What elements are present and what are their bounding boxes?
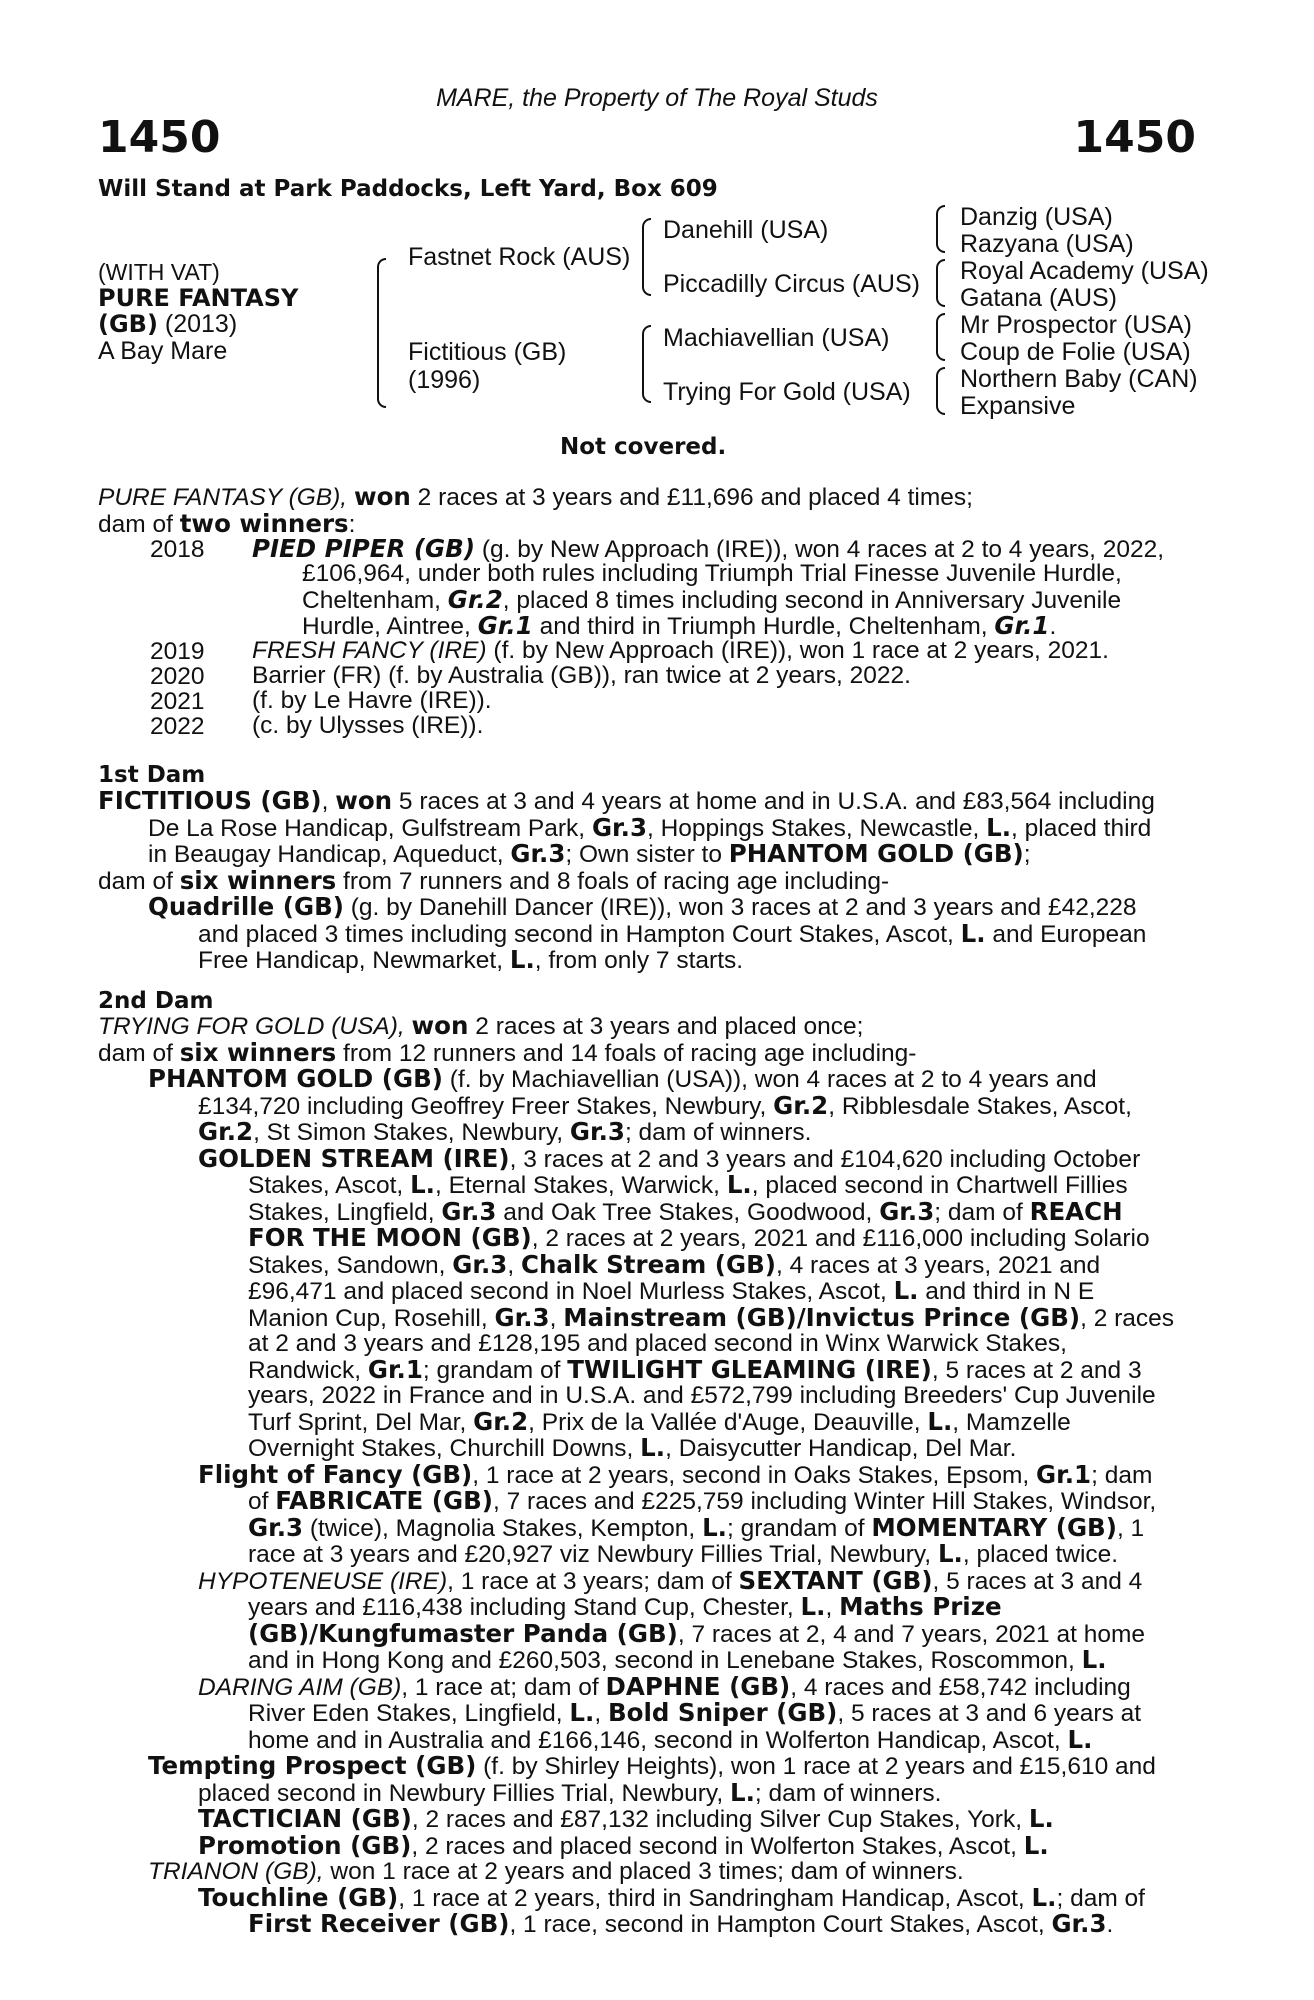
text-fragment: , Hoppings Stakes, Newcastle,: [647, 814, 980, 842]
text-line: [98, 1066, 1198, 1093]
lot-number-right: 1450: [1073, 112, 1196, 163]
pedigree-sire-sire: Danehill (USA): [663, 216, 829, 244]
text-fragment: , 7 races at 2, 4 and 7 years, 2021 at home: [677, 1620, 1145, 1648]
text-fragment: Hurdle, Aintree,: [302, 613, 471, 640]
text-fragment: (f. by Shirley Heights), won 1 race at 2 years and £15,610 and: [483, 1753, 1156, 1780]
text-line: [98, 812, 1198, 842]
text-fragment: L.: [986, 812, 1012, 842]
text-fragment: Turf Sprint, Del Mar,: [248, 1408, 467, 1436]
text-line: [98, 1249, 1198, 1279]
text-line: [98, 1882, 1198, 1912]
text-fragment: six winners: [179, 1037, 337, 1067]
text-fragment: ,: [594, 1700, 602, 1727]
text-line: [98, 1565, 1198, 1595]
pedigree-brace: [642, 218, 651, 296]
text-fragment: FOR THE MOON (GB): [248, 1223, 532, 1252]
text-line: [98, 1594, 1198, 1621]
pedigree-brace: [936, 367, 945, 415]
produce-item-2019: FRESH FANCY (IRE) (f. by New Approach (IRE)), won 1 race at 2 years, 2021.: [252, 637, 1109, 664]
text-fragment: L.: [410, 1170, 435, 1199]
text-line: [98, 484, 1198, 511]
text-line: [98, 1196, 1198, 1226]
text-fragment: , 7 races and £225,759 including Winter Hill Stakes, Windsor,: [493, 1488, 1157, 1515]
text-fragment: , placed third: [1011, 814, 1152, 842]
text-fragment: dam of: [98, 510, 173, 538]
text-line: [98, 1354, 1198, 1384]
text-fragment: , Mamzelle: [952, 1408, 1071, 1436]
pedigree-dam: Fictitious (GB): [408, 338, 567, 366]
text-fragment: Randwick,: [248, 1356, 362, 1384]
text-line: [98, 1459, 1198, 1489]
text-fragment: MOMENTARY (GB): [871, 1512, 1117, 1542]
text-line: [98, 1830, 1198, 1860]
pedigree-brace: [377, 258, 386, 408]
text-line: FICTITIOUS (GB), won 5 races at 3 and 4 years at home and in U.S.A. and £83,564 including: [98, 786, 1155, 815]
text-fragment: placed second in Newbury Fillies Trial, Newbury,: [198, 1779, 724, 1807]
text-fragment: , 4 races at 3 years, 2021 and: [776, 1251, 1101, 1279]
text-fragment: L.: [726, 1170, 752, 1199]
text-fragment: , St Simon Stakes, Newbury,: [253, 1119, 564, 1146]
text-line: [252, 536, 1192, 563]
text-fragment: L.: [1067, 1724, 1093, 1754]
pedigree-g7: Northern Baby (CAN): [960, 365, 1198, 393]
text-fragment: in Beaugay Handicap, Aqueduct,: [148, 841, 504, 868]
text-fragment: ,: [549, 1304, 557, 1332]
text-fragment: TRIANON (GB),: [148, 1858, 324, 1885]
text-line: [98, 1143, 1198, 1173]
text-fragment: won: [411, 1011, 469, 1040]
text-fragment: , 4 races and £58,742 including: [790, 1673, 1131, 1701]
text-fragment: £96,471 and placed second in Noel Murless Stakes, Ascot,: [248, 1278, 887, 1305]
text-fragment: First Receiver (GB): [248, 1909, 510, 1938]
text-fragment: Gr.3: [591, 812, 647, 842]
text-fragment: , 2 races: [1080, 1304, 1175, 1332]
first-dam-heading: 1st Dam: [98, 762, 206, 788]
horse-origin: (GB): [98, 310, 158, 338]
text-fragment: , 2 races and £87,132 including Silver Cup Stakes, York,: [411, 1806, 1023, 1833]
text-line: [98, 1541, 1198, 1568]
text-line: [98, 1647, 1198, 1674]
text-line: [98, 1753, 1198, 1780]
text-fragment: Gr.2: [773, 1090, 829, 1120]
pedigree-g3: Royal Academy (USA): [960, 257, 1209, 285]
text-fragment: Stakes, Lingfield,: [248, 1198, 435, 1226]
text-fragment: De La Rose Handicap, Gulfstream Park,: [148, 814, 586, 842]
pedigree-dam-dam: Trying For Gold (USA): [663, 378, 911, 406]
text-fragment: Quadrille (GB): [148, 892, 344, 921]
text-line: [98, 1172, 1198, 1199]
text-line: [98, 1618, 1198, 1648]
second-dam-text: [98, 1013, 1198, 1938]
text-fragment: ,: [825, 1594, 833, 1621]
text-fragment: won: [353, 482, 411, 511]
text-fragment: ;: [1023, 841, 1031, 868]
text-fragment: , 1 race at 3 years; dam of: [447, 1567, 732, 1595]
covered-status: Not covered.: [560, 434, 727, 460]
text-line: [302, 613, 1192, 640]
text-line: [98, 1911, 1198, 1938]
text-fragment: 5 races at 3 and 4 years at home and in U.S.A. and £83,564 including: [398, 788, 1155, 815]
text-fragment: Gr.3: [879, 1196, 935, 1226]
pedigree-sire-dam: Piccadilly Circus (AUS): [663, 270, 920, 298]
text-fragment: River Eden Stakes, Lingfield,: [248, 1700, 563, 1727]
text-fragment: PHANTOM GOLD (GB): [148, 1064, 443, 1093]
text-fragment: and Oak Tree Stakes, Goodwood,: [503, 1198, 873, 1226]
text-fragment: , Daisycutter Handicap, Del Mar.: [665, 1435, 1017, 1462]
text-line: [98, 1671, 1198, 1701]
produce-intro: [98, 484, 1198, 537]
text-fragment: Gr.1: [367, 1354, 423, 1384]
first-dam-text: [98, 788, 1198, 974]
text-fragment: , 1 race, second in Hampton Court Stakes, Ascot,: [509, 1911, 1045, 1938]
text-fragment: Stakes, Ascot,: [248, 1172, 404, 1199]
horse-name: PURE FANTASY: [98, 284, 299, 312]
text-fragment: dam of: [98, 1039, 173, 1067]
text-fragment: GOLDEN STREAM (IRE): [198, 1143, 510, 1173]
text-fragment: ; grandam of: [422, 1356, 561, 1384]
text-line: [98, 1331, 1198, 1357]
text-fragment: L.: [729, 1777, 755, 1807]
horse-origin-year: [98, 310, 237, 338]
text-fragment: L.: [960, 918, 986, 948]
text-fragment: DAPHNE (GB): [605, 1671, 791, 1701]
text-fragment: won 1 race at 2 years and placed 3 times; dam of winners.: [330, 1858, 964, 1885]
text-fragment: L.: [702, 1512, 727, 1542]
text-fragment: Gr.3: [1051, 1909, 1107, 1938]
text-fragment: (GB)/Kungfumaster Panda (GB): [248, 1618, 678, 1648]
text-line: [98, 1302, 1198, 1332]
text-fragment: ,: [507, 1251, 515, 1279]
text-fragment: Overnight Stakes, Churchill Downs,: [248, 1435, 634, 1462]
text-fragment: L.: [569, 1698, 595, 1727]
text-fragment: , 3 races at 2 and 3 years and £104,620 including October: [509, 1145, 1141, 1173]
text-fragment: Free Handicap, Newmarket,: [198, 947, 504, 974]
produce-year: 2018: [150, 536, 205, 563]
text-fragment: Gr.3: [452, 1249, 508, 1279]
text-line: [98, 1859, 1198, 1885]
text-line: [98, 1488, 1198, 1515]
text-fragment: L.: [1028, 1804, 1054, 1833]
text-fragment: ; dam: [1091, 1461, 1153, 1489]
text-line: [98, 1383, 1198, 1409]
text-fragment: , Eternal Stakes, Warwick,: [434, 1172, 720, 1199]
text-fragment: TRYING FOR GOLD (USA),: [98, 1013, 405, 1040]
text-fragment: Gr.3: [569, 1117, 625, 1146]
text-fragment: ; dam of: [1056, 1884, 1145, 1912]
text-line: [98, 1278, 1198, 1305]
text-fragment: Gr.3: [441, 1196, 497, 1226]
pedigree-g2: Razyana (USA): [960, 230, 1134, 258]
text-fragment: L.: [927, 1406, 953, 1436]
produce-year: 2019: [150, 638, 205, 665]
text-fragment: L.: [1031, 1882, 1057, 1912]
text-fragment: (g. by Danehill Dancer (IRE)), won 3 races at 2 and 3 years and £42,228: [350, 894, 1137, 921]
text-fragment: (f. by Machiavellian (USA)), won 4 races at 2 to 4 years and: [449, 1066, 1097, 1093]
text-fragment: L.: [800, 1592, 826, 1621]
text-fragment: Stakes, Sandown,: [248, 1251, 446, 1279]
text-fragment: Touchline (GB): [198, 1882, 399, 1912]
pedigree-brace: [642, 325, 651, 403]
text-fragment: Mainstream (GB)/Invictus Prince (GB): [563, 1302, 1081, 1332]
text-fragment: ; dam of winners.: [754, 1779, 942, 1807]
text-fragment: Maths Prize: [839, 1592, 1002, 1621]
text-fragment: , 2 races and placed second in Wolferton Stakes, Ascot,: [411, 1832, 1017, 1860]
horse-year: (2013): [164, 310, 238, 338]
produce-item-2018-cont: [302, 561, 1192, 640]
text-fragment: TWILIGHT GLEAMING (IRE): [567, 1354, 932, 1384]
text-line: [98, 1700, 1198, 1727]
text-line: [98, 1037, 1198, 1067]
text-fragment: PURE FANTASY (GB),: [98, 484, 348, 511]
text-fragment: , Prix de la Vallée d'Auge, Deauville,: [528, 1408, 921, 1436]
text-fragment: ; dam of winners.: [624, 1119, 812, 1146]
text-fragment: L.: [937, 1539, 963, 1568]
text-fragment: L.: [640, 1433, 666, 1462]
text-fragment: , Ribblesdale Stakes, Ascot,: [828, 1092, 1132, 1120]
text-line: [98, 865, 1198, 895]
text-fragment: L.: [1023, 1830, 1049, 1860]
text-fragment: FABRICATE (GB): [275, 1486, 493, 1515]
text-fragment: Flight of Fancy (GB): [198, 1459, 473, 1489]
text-fragment: , 1 race at 2 years, second in Oaks Stakes, Epsom,: [472, 1461, 1030, 1489]
text-fragment: L.: [509, 945, 535, 974]
text-fragment: SEXTANT (GB): [738, 1565, 933, 1595]
text-fragment: (g. by New Approach (IRE)), won 4 races at 2 to 4 years, 2022,: [481, 536, 1165, 563]
produce-item-2018: [252, 536, 1192, 563]
text-fragment: Gr.3: [248, 1512, 304, 1542]
text-fragment: Gr.1: [1036, 1459, 1092, 1489]
text-fragment: :: [348, 510, 356, 538]
text-line: £106,964, under both rules including Triumph Trial Finesse Juvenile Hurdle,: [302, 560, 1122, 587]
page-title: MARE, the Property of The Royal Studs: [436, 84, 878, 112]
text-line: [98, 1225, 1198, 1252]
text-fragment: and third in N E: [925, 1278, 1095, 1305]
second-dam-heading: 2nd Dam: [98, 988, 214, 1014]
text-fragment: Gr.1: [994, 611, 1050, 640]
produce-item-2022: (c. by Ulysses (IRE)).: [252, 712, 484, 739]
text-line: [98, 1435, 1198, 1462]
text-fragment: ; Own sister to: [565, 841, 722, 868]
produce-year: 2020: [150, 663, 205, 690]
pedigree-dam-sire: Machiavellian (USA): [663, 324, 890, 352]
text-fragment: HYPOTENEUSE (IRE): [198, 1567, 448, 1595]
text-line: [302, 584, 1192, 614]
text-fragment: , placed second in Chartwell Fillies: [751, 1172, 1128, 1199]
pedigree-g1: Danzig (USA): [960, 203, 1113, 231]
text-fragment: £134,720 including Geoffrey Freer Stakes, Newbury,: [198, 1092, 767, 1120]
stand-location: Will Stand at Park Paddocks, Left Yard, Box 609: [98, 176, 718, 202]
pedigree-g8: Expansive: [960, 392, 1076, 420]
text-fragment: at 2 and 3 years and £128,195 and placed second in Winx Warwick Stakes,: [248, 1330, 1067, 1357]
text-line: [98, 918, 1198, 948]
text-line: [98, 1119, 1198, 1146]
text-fragment: Gr.2: [198, 1117, 254, 1146]
text-fragment: Gr.3: [510, 839, 566, 868]
text-fragment: DARING AIM (GB): [198, 1673, 402, 1701]
text-line: [98, 894, 1198, 921]
text-fragment: Promotion (GB): [198, 1830, 412, 1860]
text-fragment: and placed 3 times including second in Hampton Court Stakes, Ascot,: [198, 920, 954, 948]
text-line: [98, 1724, 1198, 1754]
text-fragment: PIED PIPER (GB): [252, 534, 476, 563]
text-fragment: Gr.2: [473, 1406, 529, 1436]
text-fragment: from 12 runners and 14 foals of racing age including-: [343, 1039, 917, 1067]
text-fragment: and in Hong Kong and £260,503, second in Lenebane Stakes, Roscommon,: [248, 1647, 1075, 1674]
text-line: [98, 1806, 1198, 1833]
pedigree-g6: Coup de Folie (USA): [960, 338, 1191, 366]
text-fragment: Bold Sniper (GB): [607, 1698, 838, 1727]
text-fragment: ; grandam of: [726, 1514, 865, 1542]
text-fragment: , 5 races at 3 and 4: [932, 1567, 1143, 1595]
pedigree-brace: [936, 259, 945, 307]
text-fragment: REACH: [1029, 1196, 1123, 1226]
produce-year: 2021: [150, 688, 205, 715]
text-fragment: Gr.2: [447, 584, 503, 614]
text-line: [98, 1512, 1198, 1542]
text-fragment: Tempting Prospect (GB): [148, 1751, 477, 1780]
text-fragment: six winners: [179, 865, 337, 895]
pedigree-sire: Fastnet Rock (AUS): [408, 243, 631, 271]
text-fragment: .: [1049, 613, 1057, 640]
text-fragment: TACTICIAN (GB): [198, 1804, 412, 1833]
text-fragment: 2 races at 3 years and placed once;: [475, 1013, 864, 1040]
text-fragment: 2 races at 3 years and £11,696 and placed 4 times;: [417, 484, 973, 511]
text-fragment: , 1 race at; dam of: [401, 1673, 599, 1701]
text-fragment: L.: [1081, 1645, 1107, 1674]
text-fragment: , placed twice.: [962, 1541, 1119, 1568]
pedigree-g5: Mr Prospector (USA): [960, 311, 1192, 339]
pedigree-g4: Gatana (AUS): [960, 284, 1118, 312]
text-line: [98, 841, 1198, 868]
text-fragment: Chalk Stream (GB): [520, 1249, 776, 1279]
pedigree-brace: [936, 313, 945, 361]
text-fragment: , 1 race at 2 years, third in Sandringham Handicap, Ascot,: [398, 1884, 1025, 1912]
text-fragment: dam of: [98, 867, 173, 895]
text-fragment: ; dam of: [934, 1198, 1023, 1226]
pedigree-brace: [936, 205, 945, 253]
text-line: [98, 1777, 1198, 1807]
text-fragment: years, 2022 in France and in U.S.A. and £572,799 including Breeders' Cup Juvenile: [248, 1382, 1156, 1409]
text-fragment: of: [248, 1488, 269, 1515]
text-fragment: race at 3 years and £20,927 viz Newbury Fillies Trial, Newbury,: [248, 1541, 932, 1568]
text-fragment: and European: [992, 920, 1147, 948]
text-line: [98, 1013, 1198, 1040]
produce-item-2020: Barrier (FR) (f. by Australia (GB)), ran twice at 2 years, 2022.: [252, 662, 911, 689]
pedigree-dam-year: (1996): [408, 366, 481, 394]
text-fragment: and third in Triumph Hurdle, Cheltenham,: [539, 613, 988, 640]
text-fragment: Gr.1: [477, 611, 533, 640]
text-fragment: L.: [893, 1276, 919, 1305]
text-fragment: .: [1106, 1911, 1114, 1938]
lot-number-left: 1450: [98, 112, 221, 163]
text-fragment: (twice), Magnolia Stakes, Kempton,: [309, 1514, 696, 1542]
text-fragment: won: [335, 786, 393, 815]
text-fragment: home and in Australia and £166,146, second in Wolferton Handicap, Ascot,: [248, 1726, 1061, 1754]
produce-year: 2022: [150, 713, 205, 740]
text-fragment: , 5 races at 3 and 6 years at: [837, 1700, 1142, 1727]
text-fragment: , 5 races at 2 and 3: [931, 1356, 1142, 1384]
text-fragment: PHANTOM GOLD (GB): [728, 839, 1024, 868]
text-fragment: two winners: [179, 508, 349, 538]
text-fragment: Gr.3: [494, 1302, 550, 1332]
text-fragment: , from only 7 starts.: [534, 947, 744, 974]
text-fragment: Manion Cup, Rosehill,: [248, 1304, 488, 1332]
text-fragment: from 7 runners and 8 foals of racing age including-: [343, 867, 890, 895]
vat-label: (WITH VAT): [98, 259, 220, 285]
text-fragment: years and £116,438 including Stand Cup, Chester,: [248, 1594, 794, 1621]
text-fragment: Cheltenham,: [302, 586, 441, 614]
text-line: [98, 1090, 1198, 1120]
text-fragment: FICTITIOUS (GB): [98, 786, 322, 815]
horse-description: A Bay Mare: [98, 337, 228, 365]
text-fragment: , 2 races at 2 years, 2021 and £116,000 including Solario: [531, 1225, 1150, 1252]
text-line: [98, 947, 1198, 974]
text-fragment: , 1: [1116, 1514, 1145, 1542]
text-line: [98, 1406, 1198, 1436]
text-fragment: , placed 8 times including second in Anniversary Juvenile: [502, 586, 1122, 614]
produce-item-2021: (f. by Le Havre (IRE)).: [252, 687, 492, 714]
